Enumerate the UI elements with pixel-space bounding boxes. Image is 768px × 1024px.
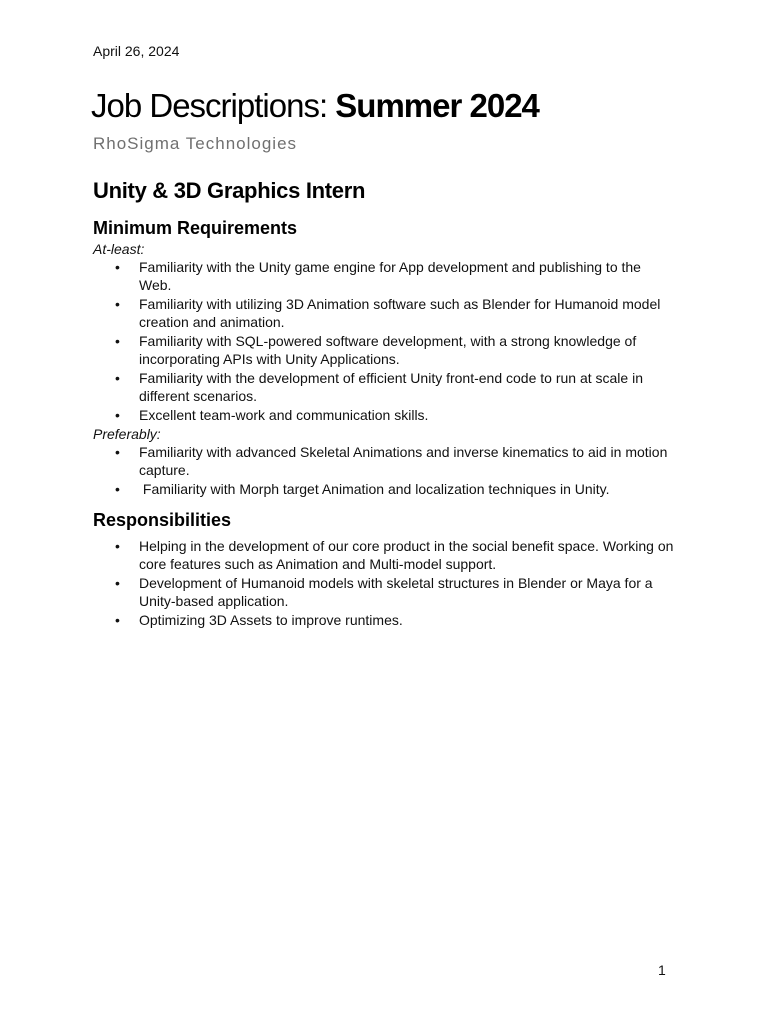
list-item: [93, 258, 675, 294]
preferably-list: [93, 443, 675, 498]
responsibilities-heading: Responsibilities: [93, 510, 232, 530]
page-number: 1: [658, 962, 666, 978]
bullet-icon: •: [115, 444, 120, 460]
list-item-text: Familiarity with advanced Skeletal Animations and inverse kinematics to aid in motion capture.: [139, 444, 668, 478]
bullet-icon: •: [115, 333, 120, 349]
list-item: [93, 406, 675, 424]
bullet-icon: •: [115, 538, 120, 554]
document-date: April 26, 2024: [93, 43, 180, 59]
preferably-label: Preferably:: [93, 426, 161, 442]
list-item-text: Familiarity with utilizing 3D Animation software such as Blender for Humanoid model creation and animation.: [139, 296, 661, 330]
bullet-icon: •: [115, 481, 120, 497]
document-title: [91, 87, 539, 125]
bullet-icon: •: [115, 407, 120, 423]
bullet-icon: •: [115, 612, 120, 628]
list-item: [93, 480, 675, 498]
job-description: [93, 177, 675, 630]
responsibilities-list: [93, 537, 675, 629]
list-item: [93, 574, 675, 610]
list-item-text: Familiarity with the Unity game engine for App development and publishing to the Web.: [139, 259, 641, 293]
list-item-text: Excellent team-work and communication skills.: [139, 407, 429, 423]
at-least-label: At-least:: [93, 241, 145, 257]
title-bold: Summer 2024: [335, 87, 539, 124]
at-least-list: [93, 258, 675, 424]
list-item: [93, 443, 675, 479]
list-item-text: Optimizing 3D Assets to improve runtimes.: [139, 612, 403, 628]
bullet-icon: •: [115, 259, 120, 275]
list-item: [93, 295, 675, 331]
list-item-text: Familiarity with Morph target Animation and localization techniques in Unity.: [139, 481, 610, 497]
list-item-text: Familiarity with the development of efficient Unity front-end code to run at scale in different scenarios.: [139, 370, 643, 404]
bullet-icon: •: [115, 296, 120, 312]
list-item-text: Familiarity with SQL-powered software development, with a strong knowledge of incorporating APIs with Unity Applications.: [139, 333, 637, 367]
list-item: [93, 537, 675, 573]
list-item: [93, 332, 675, 368]
requirements-heading: Minimum Requirements: [93, 218, 298, 238]
list-item: [93, 369, 675, 405]
bullet-icon: •: [115, 575, 120, 591]
company-name: RhoSigma Technologies: [93, 134, 298, 153]
list-item: [93, 611, 675, 629]
list-item-text: Helping in the development of our core product in the social benefit space. Working on core features such as Animation and Multi-model support.: [139, 538, 674, 572]
position-title: Unity & 3D Graphics Intern: [93, 178, 366, 203]
title-regular: Job Descriptions:: [91, 87, 336, 124]
bullet-icon: •: [115, 370, 120, 386]
list-item-text: Development of Humanoid models with skeletal structures in Blender or Maya for a Unity-based application.: [139, 575, 653, 609]
